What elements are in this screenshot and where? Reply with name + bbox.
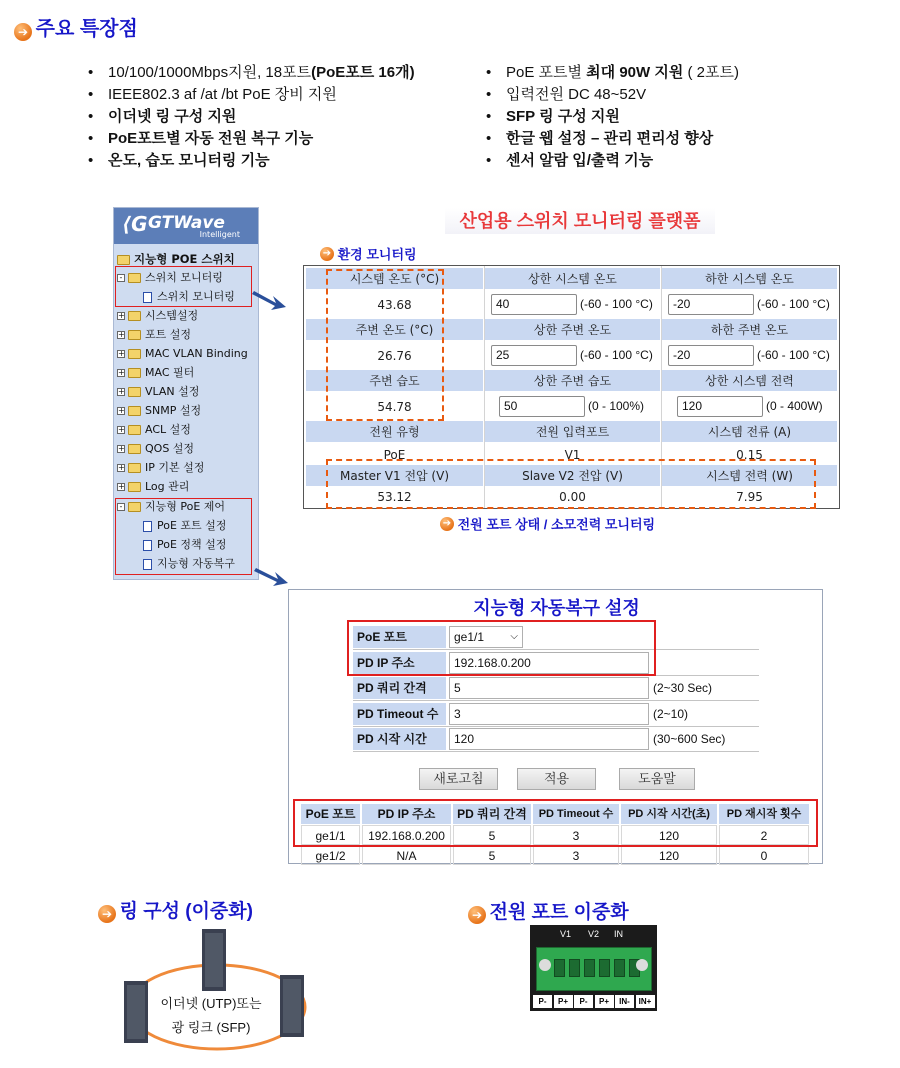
- watts-value: 7.95: [736, 490, 763, 504]
- folder-icon: [128, 349, 141, 359]
- table-header: PD 쿼리 간격: [453, 804, 531, 824]
- expand-icon[interactable]: +: [118, 406, 125, 415]
- range-hint: (-60 - 100 °C): [580, 297, 653, 311]
- query-input[interactable]: 5: [449, 677, 649, 699]
- sidebar-item-label: MAC VLAN Binding: [145, 347, 248, 360]
- table-cell: 0: [719, 845, 809, 865]
- feature-item: [86, 128, 476, 150]
- folder-icon: [128, 444, 141, 454]
- monitor-header: 상한 시스템 온도: [485, 268, 660, 290]
- help-button[interactable]: 도움말: [619, 768, 695, 790]
- sidebar-item-label: SNMP 설정: [145, 404, 202, 417]
- v2-value: 0.00: [559, 490, 586, 504]
- feature-item: [86, 62, 476, 84]
- feature-text: IEEE802.3 af /at /bt PoE 장비 지원: [108, 86, 337, 103]
- terminal-top-label: V1: [560, 929, 572, 939]
- highlight-monitor-menu: [115, 266, 252, 307]
- blue-arrow-icon: [250, 285, 290, 315]
- feature-text: ( 2포트): [683, 64, 739, 81]
- table-cell: 5: [453, 845, 531, 865]
- poe-port-value: ge1/1: [454, 630, 485, 644]
- feature-bold: 최대 90W 지원: [586, 64, 684, 81]
- terminal-bottom-label: P-: [574, 995, 593, 1008]
- feature-text: 10/100/1000Mbps지원, 18포트: [108, 64, 312, 81]
- feature-item: [86, 84, 476, 106]
- sys-temp-lo-input[interactable]: -20: [668, 294, 754, 315]
- table-cell: 3: [533, 825, 619, 845]
- feature-item: [484, 150, 874, 172]
- sys-temp-hi-input[interactable]: 40: [491, 294, 577, 315]
- features-title: 주요 특장점: [35, 18, 138, 40]
- recovery-title: 지능형 자동복구 설정: [473, 598, 640, 618]
- power-hi-input[interactable]: 120: [677, 396, 763, 417]
- sidebar-item-label: 지능형 PoE 제어: [145, 500, 226, 513]
- terminal-block-image: [530, 925, 657, 1011]
- refresh-button[interactable]: 새로고침: [419, 768, 498, 790]
- monitor-header: 하한 주변 온도: [662, 319, 837, 341]
- feature-item: [86, 106, 476, 128]
- folder-icon: [128, 406, 141, 416]
- monitor-header: 시스템 전류 (A): [662, 421, 837, 443]
- terminal-bottom-label: P+: [554, 995, 573, 1008]
- feature-item: [484, 84, 874, 106]
- sidebar-item[interactable]: [117, 364, 194, 382]
- table-header: PoE 포트: [301, 804, 360, 824]
- arrow-bullet-icon: ➔: [98, 905, 116, 923]
- expand-icon[interactable]: +: [118, 444, 125, 453]
- gtwave-logo-icon: ⟨G: [122, 212, 148, 236]
- table-header: PD 시작 시간(초): [621, 804, 717, 824]
- monitor-header: 전원 입력포트: [485, 421, 660, 443]
- table-header: PD IP 주소: [362, 804, 451, 824]
- range-hint: (-60 - 100 °C): [757, 348, 830, 362]
- table-cell: 3: [533, 845, 619, 865]
- folder-icon: [128, 311, 141, 321]
- terminal-slot-icon: [614, 959, 625, 977]
- recovery-panel: [288, 589, 823, 864]
- sidebar-item-label: Log 관리: [145, 480, 190, 493]
- ring-header: [98, 896, 253, 923]
- row-divider: [353, 726, 759, 727]
- terminal-slot-icon: [554, 959, 565, 977]
- switch-right-icon: [280, 975, 304, 1037]
- folder-icon: [128, 330, 141, 340]
- monitor-header: 주변 온도 (°C): [306, 319, 483, 341]
- sidebar-item[interactable]: [117, 383, 199, 401]
- arrow-bullet-icon: ➔: [440, 517, 454, 531]
- sidebar-item-label: MAC 필터: [145, 366, 195, 379]
- logo-sub: Intelligent: [199, 230, 240, 239]
- row-divider: [353, 751, 759, 752]
- env-header: [320, 244, 417, 263]
- feature-bold: 온도, 습도 모니터링 기능: [108, 152, 270, 169]
- expand-icon[interactable]: +: [118, 482, 125, 491]
- expand-icon[interactable]: +: [118, 349, 125, 358]
- sidebar-item-label: IP 기본 설정: [145, 461, 205, 474]
- power-dup-title: 전원 포트 이중화: [489, 902, 629, 923]
- sidebar-item-label: 스위치 모니터링: [145, 271, 223, 284]
- terminal-bottom-label: IN+: [636, 995, 655, 1008]
- recovery-label: PD 쿼리 간격: [353, 677, 446, 699]
- collapse-icon[interactable]: -: [117, 503, 125, 511]
- terminal-bottom-label: IN-: [615, 995, 634, 1008]
- ring-label-1: 이더넷 (UTP)또는: [160, 996, 262, 1011]
- feature-bold: (PoE포트 16개): [311, 64, 415, 81]
- sidebar-item-label: 시스템설정: [145, 309, 199, 322]
- ring-label-2: 광 링크 (SFP): [171, 1020, 251, 1035]
- table-header: PD 재시작 횟수: [719, 804, 809, 824]
- terminal-slot-icon: [599, 959, 610, 977]
- sidebar-item[interactable]: [117, 402, 201, 420]
- arrow-bullet-icon: ➔: [468, 906, 486, 924]
- sidebar-item[interactable]: [117, 307, 198, 325]
- expand-icon[interactable]: +: [118, 463, 125, 472]
- table-cell: 2: [719, 825, 809, 845]
- humidity-hi-input[interactable]: 50: [499, 396, 585, 417]
- terminal-slot-icon: [584, 959, 595, 977]
- feature-item: [86, 150, 476, 172]
- apply-button[interactable]: 적용: [517, 768, 596, 790]
- sidebar-item-label: VLAN 설정: [145, 385, 200, 398]
- current-value: 0.15: [736, 448, 763, 462]
- chevron-down-icon: ⌵: [510, 631, 518, 642]
- sidebar-item-label: 포트 설정: [145, 328, 192, 341]
- feature-item: [484, 106, 874, 128]
- row-divider: [353, 700, 759, 701]
- feature-bold: 한글 웹 설정 – 관리 편리성 향상: [506, 130, 714, 147]
- start-input[interactable]: 120: [449, 728, 649, 750]
- feature-bold: 센서 알람 입/출력 기능: [506, 152, 654, 169]
- features-header: [14, 12, 138, 41]
- power-dup-header: [468, 897, 629, 924]
- sidebar-item[interactable]: [117, 345, 248, 363]
- table-cell: 5: [453, 825, 531, 845]
- sys-temp-value: 43.68: [377, 298, 412, 312]
- switch-top-icon: [202, 929, 226, 991]
- terminal-bottom-label: P+: [595, 995, 614, 1008]
- monitor-header: 시스템 전력 (W): [662, 465, 837, 487]
- monitor-header: Slave V2 전압 (V): [485, 465, 660, 487]
- feature-text: 입력전원 DC 48~52V: [506, 86, 647, 103]
- table-cell: N/A: [362, 845, 451, 865]
- screw-icon: [539, 959, 551, 971]
- table-cell: ge1/1: [301, 825, 360, 845]
- timeout-input[interactable]: 3: [449, 703, 649, 725]
- recovery-label: PD 시작 시간: [353, 728, 446, 750]
- feature-item: [484, 62, 874, 84]
- feature-item: [484, 128, 874, 150]
- arrow-bullet-icon: ➔: [14, 23, 32, 41]
- recovery-label: PD Timeout 수: [353, 703, 446, 725]
- humidity-value: 54.78: [377, 400, 412, 414]
- hint-text: (2~30 Sec): [653, 681, 713, 695]
- range-hint: (0 - 100%): [588, 399, 645, 413]
- arrow-bullet-icon: ➔: [320, 247, 334, 261]
- monitor-header: 상한 주변 온도: [485, 319, 660, 341]
- ip-input[interactable]: 192.168.0.200: [449, 652, 649, 674]
- monitor-header: 전원 유형: [306, 421, 483, 443]
- sidebar-item[interactable]: [117, 440, 194, 458]
- highlight-table-row: [293, 799, 818, 847]
- monitor-header: 상한 주변 습도: [485, 370, 660, 392]
- monitor-header: 상한 시스템 전력: [662, 370, 837, 392]
- amb-temp-value: 26.76: [377, 349, 412, 363]
- recovery-label: PD IP 주소: [353, 652, 446, 674]
- recovery-label: PoE 포트: [353, 626, 446, 648]
- sidebar-item-label: 지능형 자동복구: [157, 557, 235, 570]
- feature-text: PoE 포트별: [506, 64, 587, 81]
- table-cell: 120: [621, 825, 717, 845]
- range-hint: (0 - 400W): [766, 399, 823, 413]
- table-cell: 192.168.0.200: [362, 825, 451, 845]
- folder-open-icon: [117, 255, 130, 265]
- feature-bold: PoE포트별 자동 전원 복구 기능: [108, 130, 314, 147]
- expand-icon[interactable]: +: [118, 311, 125, 320]
- power-port-value: V1: [564, 448, 581, 462]
- terminal-bottom-label: P-: [533, 995, 552, 1008]
- power-header: [440, 514, 655, 533]
- feature-bold: 이더넷 링 구성 지원: [108, 108, 237, 125]
- terminal-slot-icon: [569, 959, 580, 977]
- expand-icon[interactable]: +: [118, 425, 125, 434]
- terminal-top-label: IN: [614, 929, 623, 939]
- monitor-header: 주변 습도: [306, 370, 483, 392]
- logo: [114, 208, 258, 244]
- expand-icon[interactable]: +: [118, 368, 125, 377]
- tree-root-label: 지능형 POE 스위치: [134, 252, 235, 266]
- highlight-poe-menu: [115, 498, 252, 575]
- expand-icon[interactable]: +: [118, 387, 125, 396]
- monitor-header: 시스템 온도 (°C): [306, 268, 483, 290]
- range-hint: (-60 - 100 °C): [757, 297, 830, 311]
- sidebar-item[interactable]: [117, 421, 191, 439]
- table-cell: 120: [621, 845, 717, 865]
- v1-value: 53.12: [377, 490, 412, 504]
- amb-temp-hi-input[interactable]: 25: [491, 345, 577, 366]
- hint-text: (30~600 Sec): [653, 732, 726, 746]
- power-title: 전원 포트 상태 / 소모전력 모니터링: [457, 517, 656, 532]
- screw-icon: [636, 959, 648, 971]
- sidebar-item[interactable]: [117, 478, 189, 496]
- hint-text: (2~10): [653, 707, 689, 721]
- blue-arrow-icon-2: [252, 563, 292, 591]
- features-right-list: [484, 62, 874, 172]
- folder-icon: [128, 387, 141, 397]
- logo-text: GTWave: [148, 213, 225, 233]
- highlight-power: [326, 459, 816, 509]
- sidebar-item-label: QOS 설정: [145, 442, 195, 455]
- table-header: PD Timeout 수: [533, 804, 619, 824]
- platform-title: 산업용 스위치 모니터링 플랫폼: [445, 208, 715, 234]
- monitor-header: 하한 시스템 온도: [662, 268, 837, 290]
- range-hint: (-60 - 100 °C): [580, 348, 653, 362]
- sidebar-item-label: PoE 정책 설정: [157, 538, 227, 551]
- feature-bold: SFP 링 구성 지원: [506, 108, 620, 125]
- expand-icon[interactable]: +: [118, 330, 125, 339]
- folder-icon: [128, 482, 141, 492]
- folder-icon: [128, 425, 141, 435]
- env-title: 환경 모니터링: [337, 247, 417, 262]
- sidebar-item-label: PoE 포트 설정: [157, 519, 227, 532]
- amb-temp-lo-input[interactable]: -20: [668, 345, 754, 366]
- sidebar-item[interactable]: [117, 326, 191, 344]
- sidebar-item-label: 스위치 모니터링: [157, 290, 235, 303]
- sidebar-item[interactable]: [117, 459, 204, 477]
- power-type-value: PoE: [383, 448, 406, 462]
- ring-title: 링 구성 (이중화): [119, 901, 253, 922]
- folder-icon: [128, 463, 141, 473]
- highlight-temp-humidity: [326, 269, 444, 421]
- highlight-port-ip: [347, 620, 656, 676]
- features-left-list: [86, 62, 476, 172]
- sidebar-item-label: ACL 설정: [145, 423, 191, 436]
- collapse-icon[interactable]: -: [117, 274, 125, 282]
- folder-icon: [128, 368, 141, 378]
- table-cell: ge1/2: [301, 845, 360, 865]
- monitor-header: Master V1 전압 (V): [306, 465, 483, 487]
- terminal-top-label: V2: [588, 929, 600, 939]
